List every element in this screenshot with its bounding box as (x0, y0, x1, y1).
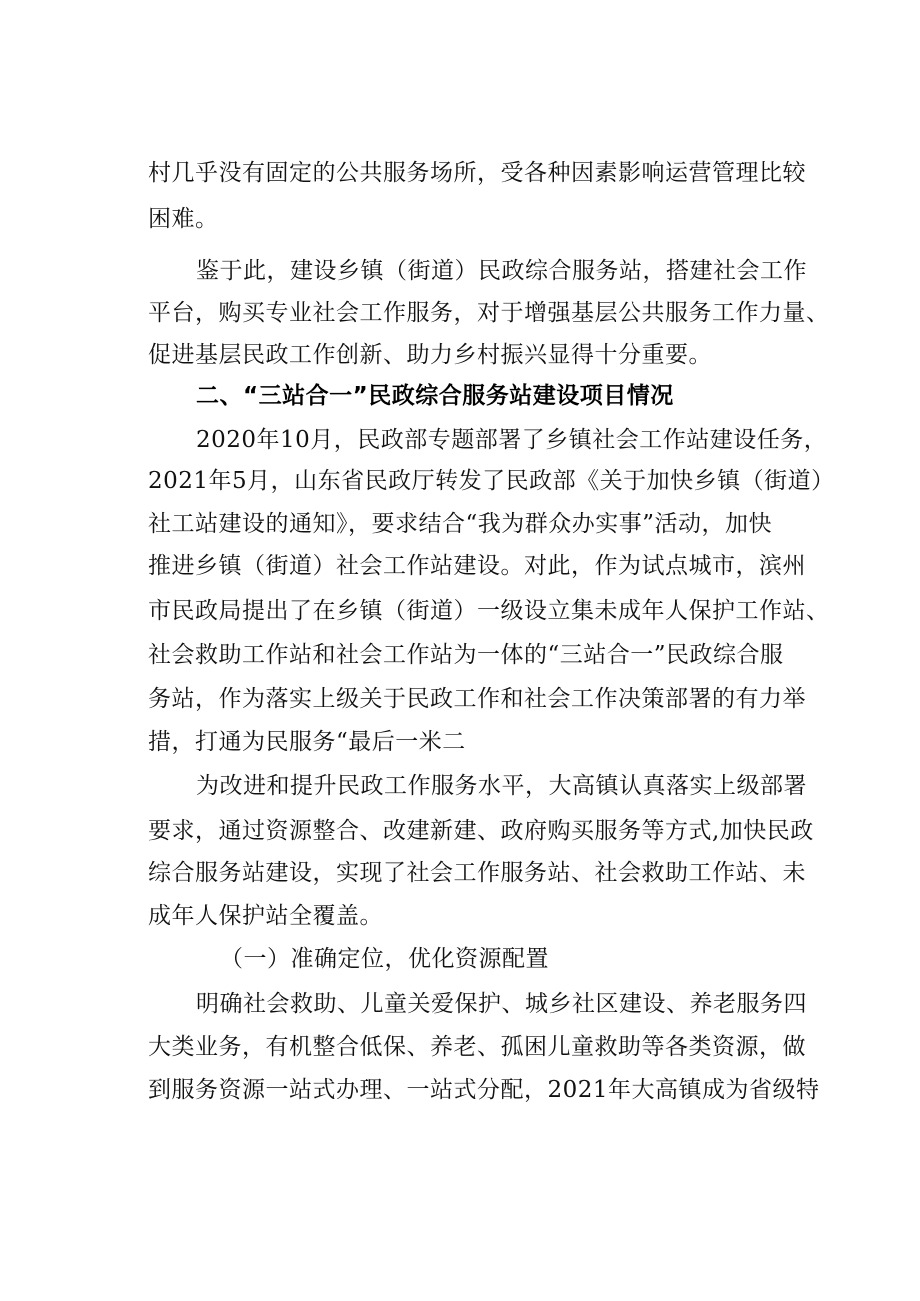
paragraph-line-14: 措，打通为民服务“最后一米二 (148, 729, 466, 755)
subsection-heading: （一）准确定位，优化资源配置 (220, 946, 549, 972)
section-heading: 二、“三站合一”民政综合服务站建设项目情况 (196, 383, 674, 409)
paragraph-line-22: 到服务资源一站式办理、一站式分配，2021年大高镇成为省级特 (148, 1077, 820, 1103)
paragraph-line-9: 社工站建设的通知》，要求结合“我为群众办实事”活动，加快 (148, 511, 773, 537)
paragraph-line-3: 鉴于此，建设乡镇（街道）民政综合服务站，搭建社会工作 (196, 258, 807, 284)
paragraph-line-1: 村几乎没有固定的公共服务场所，受各种因素影响运营管理比较 (148, 160, 806, 186)
paragraph-line-16: 要求，通过资源整合、改建新建、政府购买服务等方式,加快民政 (148, 818, 814, 844)
paragraph-line-15: 为改进和提升民政工作服务水平，大高镇认真落实上级部署 (196, 773, 807, 799)
paragraph-line-20: 明确社会救助、儿童关爱保护、城乡社区建设、养老服务四 (196, 991, 807, 1017)
paragraph-line-21: 大类业务，有机整合低保、养老、孤困儿童救助等各类资源，做 (148, 1034, 806, 1060)
paragraph-line-2: 困难。 (148, 206, 219, 232)
paragraph-line-7: 2020年10月，民政部专题部署了乡镇社会工作站建设任务， (196, 427, 828, 453)
paragraph-line-12: 社会救助工作站和社会工作站为一体的“三站合一”民政综合服 (148, 642, 784, 668)
paragraph-line-5: 促进基层民政工作创新、助力乡村振兴显得十分重要。 (148, 342, 712, 368)
paragraph-line-13: 务站，作为落实上级关于民政工作和社会工作决策部署的有力举 (148, 686, 806, 712)
paragraph-line-18: 成年人保护站全覆盖。 (148, 903, 383, 929)
paragraph-line-4: 平台，购买专业社会工作服务，对于增强基层公共服务工作力量、 (148, 300, 830, 326)
paragraph-line-11: 市民政局提出了在乡镇（街道）一级设立集未成年人保护工作站、 (148, 598, 830, 624)
paragraph-line-10: 推进乡镇（街道）社会工作站建设。对此，作为试点城市，滨州 (148, 553, 806, 579)
paragraph-line-17: 综合服务站建设，实现了社会工作服务站、社会救助工作站、未 (148, 860, 806, 886)
paragraph-line-8: 2021年5月，山东省民政厅转发了民政部《关于加快乡镇（街道） (148, 468, 835, 494)
